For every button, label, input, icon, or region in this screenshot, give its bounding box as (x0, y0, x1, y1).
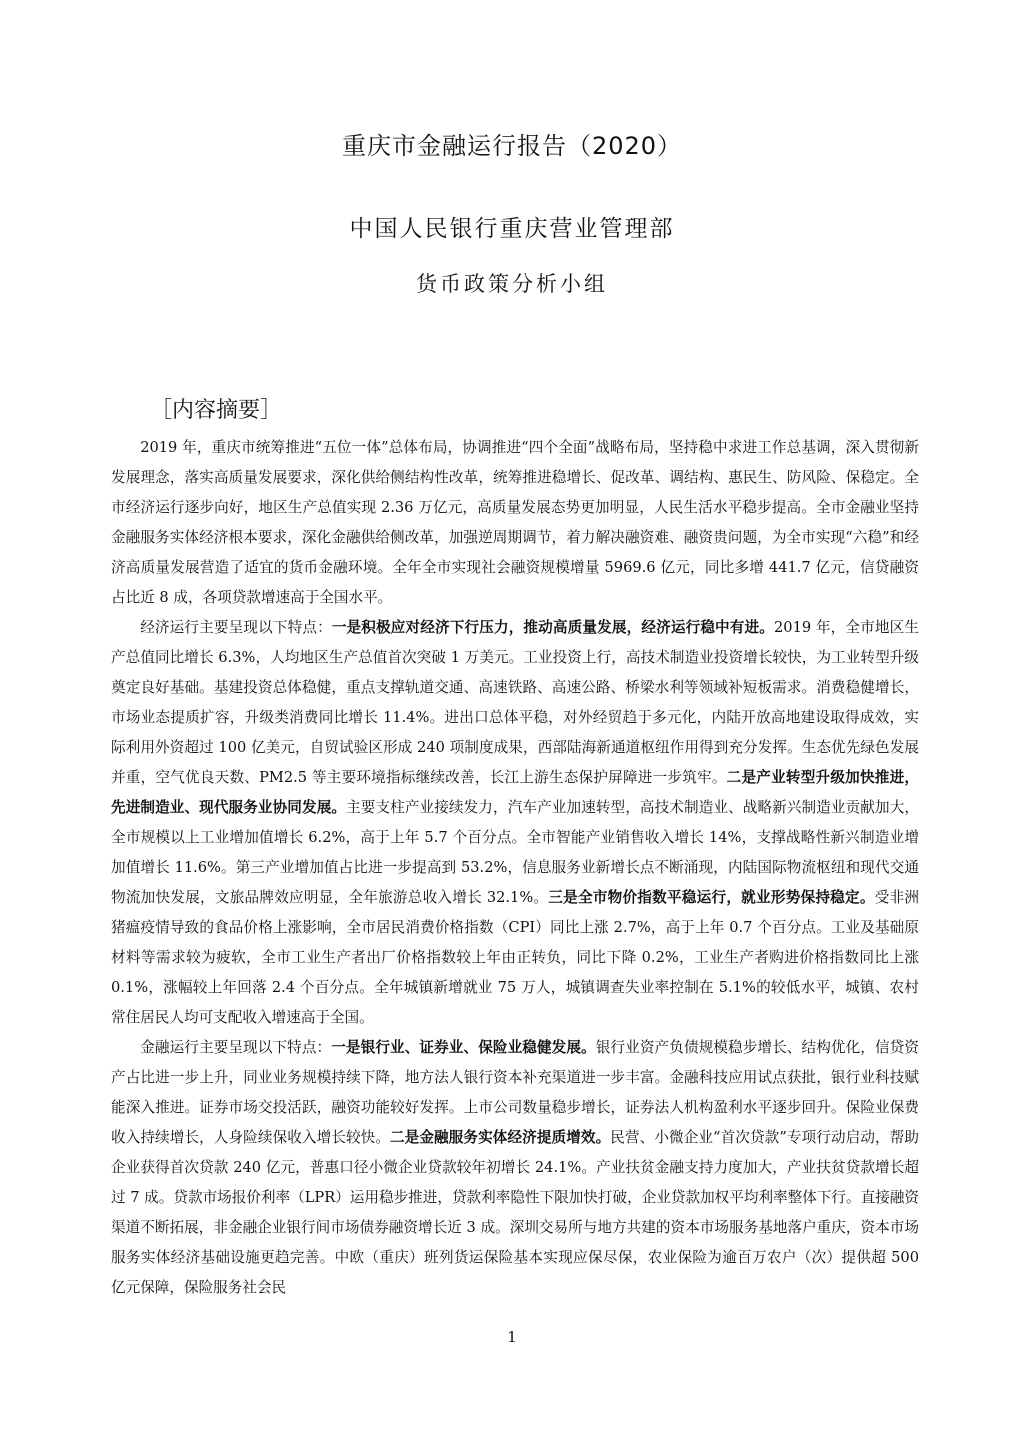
economy-point-1: 一是积极应对经济下行压力，推动高质量发展，经济运行稳中有进。 (331, 619, 775, 636)
abstract-body (111, 433, 919, 1303)
finance-text-1: 银行业资产负债规模稳步增长、结构优化，信贷资产占比进一步上升，同业业务规模持续下降，地方法人银行资本补充渠道进一步丰富。金融科技应用试点获批，银行业科技赋能深入推进。证券市场交投活跃，融资功能较好发挥。上市公司数量稳步增长，证券法人机构盈利水平逐步回升。保险业保费收入持续增长，人身险续保收入增长较快。 (111, 1039, 919, 1146)
report-title: 重庆市金融运行报告（2020） (341, 132, 683, 160)
finance-point-2: 二是金融服务实体经济提质增效。 (390, 1129, 611, 1146)
economy-point-3: 三是全市物价指数平稳运行，就业形势保持稳定。 (548, 889, 875, 906)
section-heading: ［内容摘要］ (150, 398, 283, 423)
group-name: 货币政策分析小组 (416, 272, 608, 296)
economy-text-1: 2019 年，全市地区生产总值同比增长 6.3%，人均地区生产总值首次突破 1 万美元。工业投资上行，高技术制造业投资增长较快，为工业转型升级奠定良好基础。基建投资总体稳健，重点支撑轨道交通、高速铁路、高速公路、桥梁水利等领域补短板需求。消费稳健增长，市场业态提质扩容，升级类消费同比增长 11.4%。进出口总体平稳，对外经贸趋于多元化，内陆开放高地建设取得成效，实际利用外资超过 100 亿美元，自贸试验区形成 240 项制度成果，西部陆海新通道枢纽作用得到充分发挥。生态优先绿色发展并重，空气优良天数、PM2.5 等主要环境指标继续改善，长江上游生态保护屏障进一步筑牢。 (111, 619, 919, 786)
finance-text-2: 民营、小微企业“首次贷款”专项行动启动，帮助企业获得首次贷款 240 亿元，普惠口径小微企业贷款较年初增长 24.1%。产业扶贫金融支持力度加大，产业扶贫贷款增长超过 7 成。贷款市场报价利率（LPR）运用稳步推进，贷款利率隐性下限加快打破，企业贷款加权平均利率整体下行。直接融资渠道不断拓展，非金融企业银行间市场债券融资增长近 3 成。深圳交易所与地方共建的资本市场服务基地落户重庆，资本市场服务实体经济基础设施更趋完善。中欧（重庆）班列货运保险基本实现应保尽保，农业保险为逾百万农户（次）提供超 500 亿元保障，保险服务社会民 (111, 1129, 919, 1296)
economy-intro: 经济运行主要呈现以下特点： (140, 619, 332, 636)
organization-name: 中国人民银行重庆营业管理部 (349, 216, 675, 242)
finance-point-1: 一是银行业、证券业、保险业稳健发展。 (331, 1039, 596, 1056)
paragraph-overview: 2019 年，重庆市统筹推进“五位一体”总体布局，协调推进“四个全面”战略布局，坚持稳中求进工作总基调，深入贯彻新发展理念，落实高质量发展要求，深化供给侧结构性改革，统筹推进稳增长、促改革、调结构、惠民生、防风险、保稳定。全市经济运行逐步向好，地区生产总值实现 2.36 万亿元，高质量发展态势更加明显，人民生活水平稳步提高。全市金融业坚持金融服务实体经济根本要求，深化金融供给侧改革，加强逆周期调节，着力解决融资难、融资贵问题，为全市实现“六稳”和经济高质量发展营造了适宜的货币金融环境。全年全市实现社会融资规模增量 5969.6 亿元，同比多增 441.7 亿元，信贷融资占比近 8 成，各项贷款增速高于全国水平。 (111, 439, 919, 606)
paragraph-economy (111, 613, 919, 1033)
economy-text-2: 主要支柱产业接续发力，汽车产业加速转型，高技术制造业、战略新兴制造业贡献加大，全市规模以上工业增加值增长 6.2%，高于上年 5.7 个百分点。全市智能产业销售收入增长 14%，支撑战略性新兴制造业增加值增长 11.6%。第三产业增加值占比进一步提高到 53.2%，信息服务业新增长点不断涌现，内陆国际物流枢纽和现代交通物流加快发展，文旅品牌效应明显，全年旅游总收入增长 32.1%。 (111, 799, 919, 906)
page-number: 1 (507, 1328, 517, 1346)
finance-intro: 金融运行主要呈现以下特点： (140, 1039, 332, 1056)
economy-text-3: 受非洲猪瘟疫情导致的食品价格上涨影响，全市居民消费价格指数（CPI）同比上涨 2.7%，高于上年 0.7 个百分点。工业及基础原材料等需求较为疲软，全市工业生产者出厂价格指数较上年由正转负，同比下降 0.2%，工业生产者购进价格指数同比上涨 0.1%，涨幅较上年回落 2.4 个百分点。全年城镇新增就业 75 万人，城镇调查失业率控制在 5.1%的较低水平，城镇、农村常住居民人均可支配收入增速高于全国。 (111, 889, 919, 1026)
economy-point-2: 二是产业转型升级加快推进，先进制造业、现代服务业协同发展。 (111, 769, 919, 816)
paragraph-finance (111, 1033, 919, 1303)
